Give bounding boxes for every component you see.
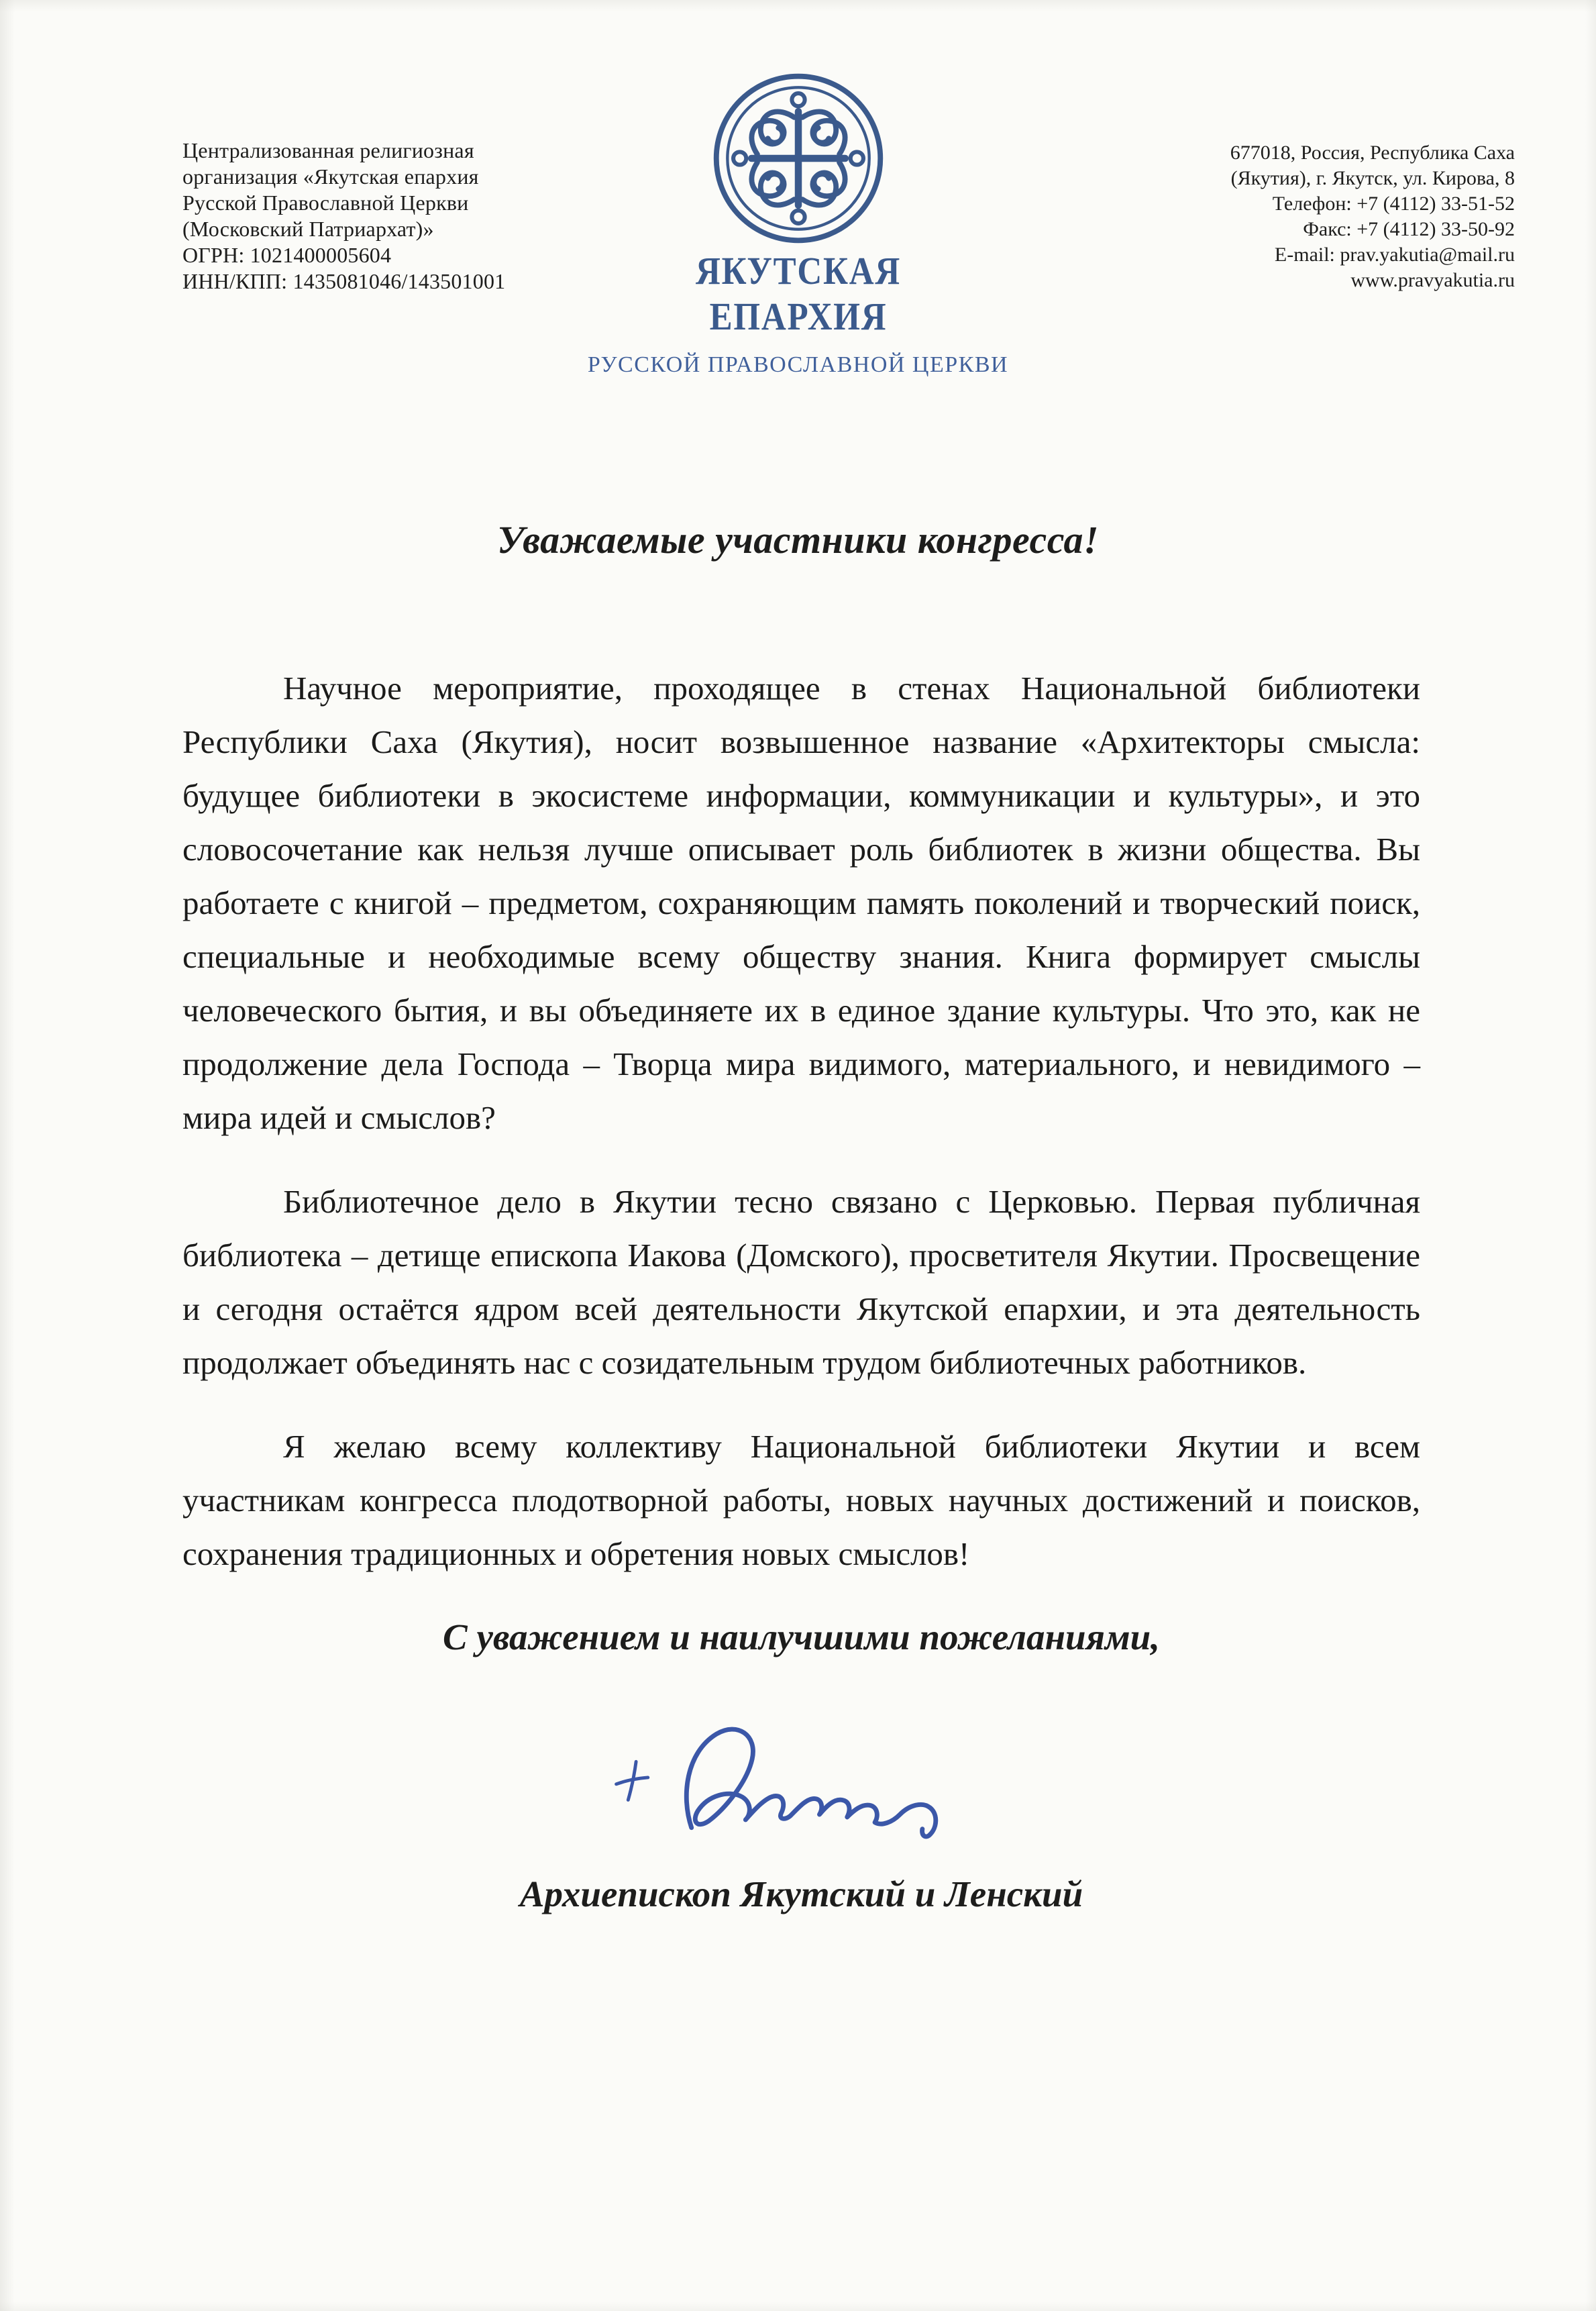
org-line: Централизованная религиозная [182,138,474,162]
letter-paragraph: Библиотечное дело в Якутии тесно связано с Церковью. Первая публичная библиотека – детище епископа Иакова (Домского), просветителя Якутии. Просвещение и сегодня остаётся ядром всей деятельности Якутской епархии, и эта деятельность продолжает объединять нас с созидательным трудом библиотечных работников. [182,1183,1420,1381]
contact-address-line: (Якутия), г. Якутск, ул. Кирова, 8 [1230,167,1515,189]
contact-email: E-mail: prav.yakutia@mail.ru [1274,244,1515,266]
letter-body [182,662,1420,1581]
ornamental-cross-emblem-icon [710,70,886,246]
org-line: организация «Якутская епархия [182,164,479,189]
org-line: Русской Православной Церкви [182,191,469,215]
handwritten-signature [577,1697,1020,1855]
logo-subtitle: РУССКОЙ ПРАВОСЛАВНОЙ ЦЕРКВИ [587,352,1009,377]
contact-phone: Телефон: +7 (4112) 33-51-52 [1272,193,1515,215]
contact-website: www.pravyakutia.ru [1350,269,1515,291]
contact-details [1112,140,1515,293]
letter-salutation: Уважаемые участники конгресса! [496,518,1100,562]
logo-title-line1: ЯКУТСКАЯ [695,249,901,293]
eparchy-logo [557,70,1040,378]
letter-paragraph: Я желаю всему коллективу Национальной библиотеки Якутии и всем участникам конгресса плодотворной работы, новых научных достижений и поисков, сохранения традиционных и обретения новых смыслов! [182,1428,1420,1572]
contact-fax: Факс: +7 (4112) 33-50-92 [1303,218,1515,240]
logo-title-line2: ЕПАРХИЯ [709,295,887,338]
letter-closing: С уважением и наилучшими пожеланиями, [443,1616,1160,1657]
signer-name: Архиепископ Якутский и Ленский [519,1873,1083,1914]
org-line: (Московский Патриархат)» [182,217,434,241]
organization-details [182,138,585,295]
letter-paragraph: Научное мероприятие, проходящее в стенах Национальной библиотеки Республики Саха (Якутия), носит возвышенное название «Архитекторы смысла: будущее библиотеки в экосистеме информации, коммуникации и культуры», и это словосочетание как нельзя лучше описывает роль библиотек в жизни общества. Вы работаете с книгой – предметом, сохраняющим память поколений и творческий поиск, специальные и необходимые всему обществу знания. Книга формирует смыслы человеческого бытия, и вы объединяете их в единое здание культуры. Что это, как не продолжение дела Господа – Творца мира видимого, материального, и невидимого – мира идей и смыслов? [182,670,1420,1136]
contact-address-line: 677018, Россия, Республика Саха [1230,142,1515,164]
letterhead [0,0,1596,377]
org-ogrn: ОГРН: 1021400005604 [182,243,392,267]
org-inn-kpp: ИНН/КПП: 1435081046/143501001 [182,269,506,293]
